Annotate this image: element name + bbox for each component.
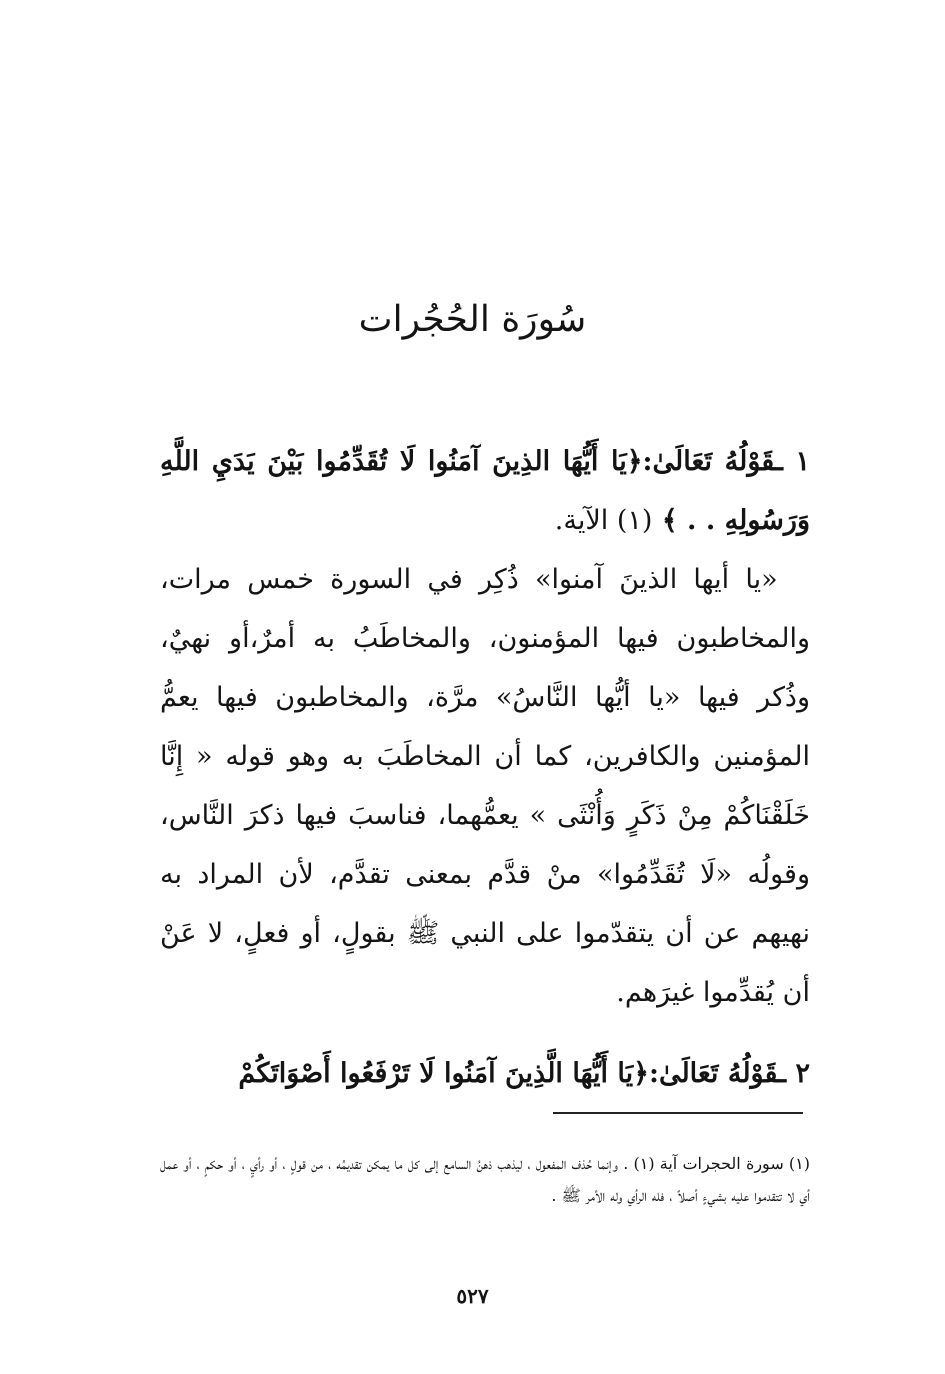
verse-heading-1 — [160, 432, 810, 550]
page-number: ٥٢٧ — [456, 1284, 489, 1308]
footnote-separator — [553, 1112, 803, 1114]
verse-1-text: ١ ـقَوْلُهُ تَعَالَىٰ:﴿يَا أَيُّهَا الذِينَ آمَنُوا لَا تُقَدِّمُوا بَيْنَ يَدَيِ اللَّهِ وَرَسُولِهِ . . ﴾ — [160, 446, 810, 536]
commentary-paragraph: «يا أيها الذينَ آمنوا» ذُكِر في السورة خمس مرات، والمخاطبون فيها المؤمنون، والمخاطَبُ به أمرٌ،أو نهيٌ، وذُكر فيها «يا أيُّها النَّاسُ» مرَّة، والمخاطبون فيها يعمُّ المؤمنين والكافرين، كما أن المخاطَبَ به وهو قوله « إِنَّا خَلَقْنَاكُمْ مِنْ ذَكَرٍ وَأُنْثَى » يعمُّهما، فناسبَ فيها ذكرَ النَّاس، وقولُه «لَا تُقَدِّمُوا» منْ قدَّم بمعنى تقدَّم، لأن المراد به نهيهم عن أن يتقدّموا على النبي ﷺ بقولٍ، أو فعلٍ، لا عَنْ أن يُقدِّموا غيرَهم. — [160, 564, 810, 1008]
surah-title: سُورَة الحُجُرات — [358, 299, 587, 340]
verse-1-tail: (١) الآية. — [554, 505, 653, 536]
footnote: (١) سورة الحجرات آية (١) . وإنما حُذف المفعول ، ليذهب ذهنُ السامع إلى كل ما يمكن تقديمُه ، من قولٍ ، أو رأيٍ ، أو حكمٍ ، أو عمل أي لا تتقدموا عليه بشيءٍ أصلاً ، فله الرأي وله الأمر ﷺ . — [160, 1154, 810, 1205]
main-text — [160, 432, 810, 1022]
verse-heading-2: ٢ ـقَوْلُهُ تَعَالَىٰ:﴿يَا أَيُّهَا الَّذِينَ آمَنُوا لَا تَرْفَعُوا أَصْوَاتَكُمْ — [238, 1058, 810, 1089]
